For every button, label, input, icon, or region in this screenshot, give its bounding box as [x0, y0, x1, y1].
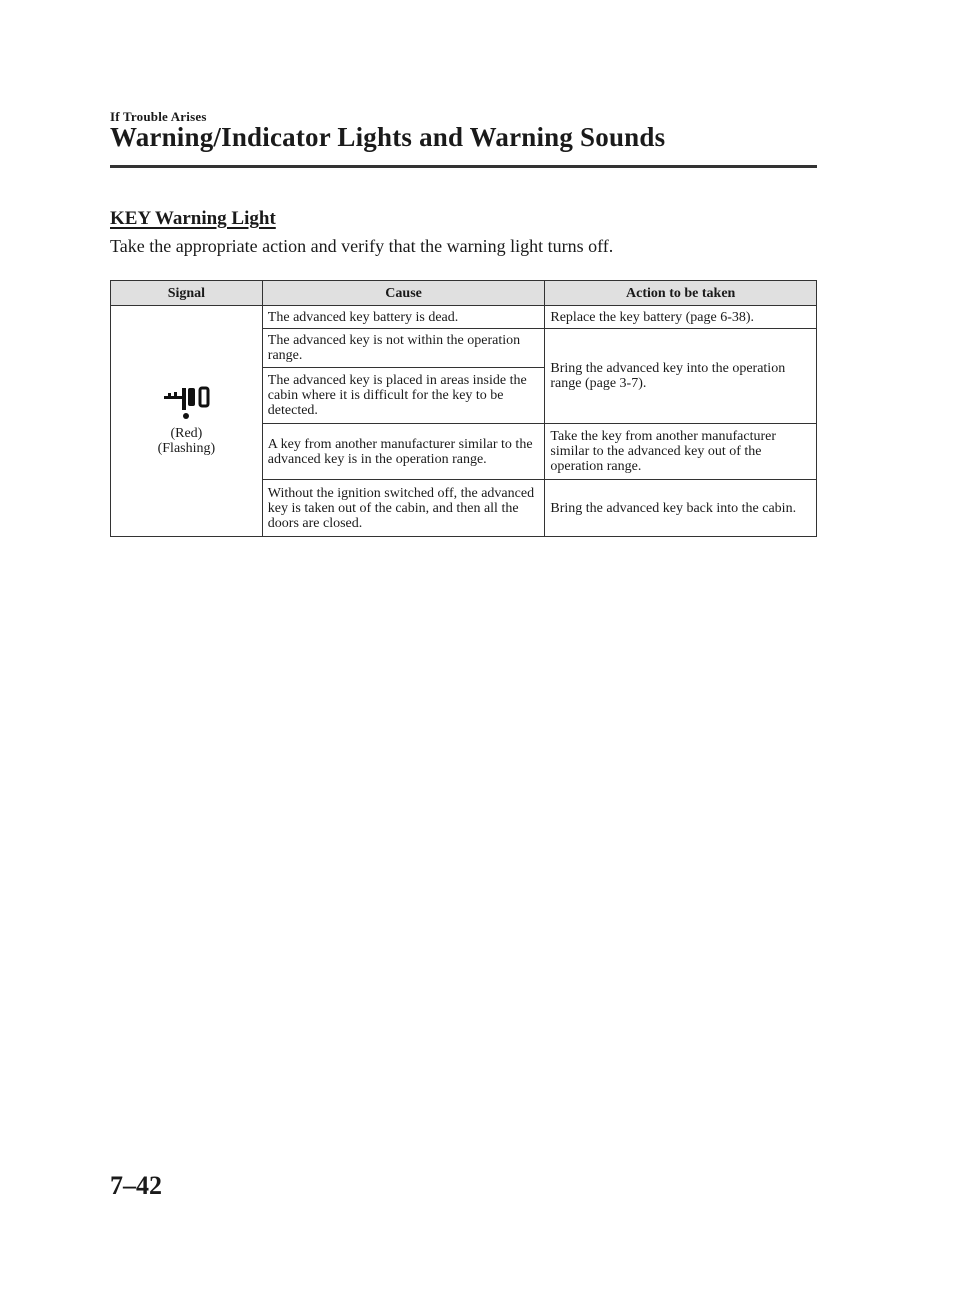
warning-table — [110, 280, 817, 537]
header-action: Action to be taken — [545, 281, 817, 306]
action-text: Bring the advanced key into the operation range (page 3-7). — [550, 361, 786, 391]
action-cell — [545, 480, 817, 537]
table-header-row — [111, 281, 817, 306]
signal-cell — [111, 306, 263, 537]
cause-text: The advanced key is placed in areas inside the cabin where it is difficult for the key to be detected. — [267, 373, 527, 418]
cause-text: The advanced key is not within the operation range. — [267, 333, 521, 363]
cause-text: The advanced key battery is dead. — [267, 309, 459, 325]
action-cell — [545, 424, 817, 480]
cause-cell — [262, 329, 545, 368]
signal-state-label: (Flashing) — [157, 441, 216, 456]
action-text: Replace the key battery (page 6-38). — [550, 309, 755, 325]
section-label: If Trouble Arises — [110, 109, 207, 124]
cause-cell — [262, 480, 545, 537]
cause-cell — [262, 306, 545, 329]
page-number: 7–42 — [110, 1171, 162, 1200]
action-text: Bring the advanced key back into the cabin. — [550, 500, 797, 516]
signal-color-label: (Red) — [170, 426, 203, 441]
intro-text: Take the appropriate action and verify that the warning light turns off. — [110, 236, 614, 256]
action-cell — [545, 329, 817, 424]
action-cell — [545, 306, 817, 329]
table-row — [111, 306, 817, 329]
title-rule — [110, 165, 817, 168]
subhead: KEY Warning Light — [110, 208, 276, 229]
chapter-title: Warning/Indicator Lights and Warning Sounds — [110, 122, 666, 152]
cause-text: A key from another manufacturer similar to the advanced key is in the operation range. — [267, 436, 533, 467]
key-warning-icon — [160, 386, 212, 420]
header-cause: Cause — [262, 281, 545, 306]
action-text: Take the key from another manufacturer similar to the advanced key out of the operation range. — [550, 429, 777, 474]
cause-cell — [262, 368, 545, 424]
cause-text: Without the ignition switched off, the advanced key is taken out of the cabin, and then all the doors are closed. — [267, 485, 535, 531]
cause-cell — [262, 424, 545, 480]
header-signal: Signal — [111, 281, 263, 306]
